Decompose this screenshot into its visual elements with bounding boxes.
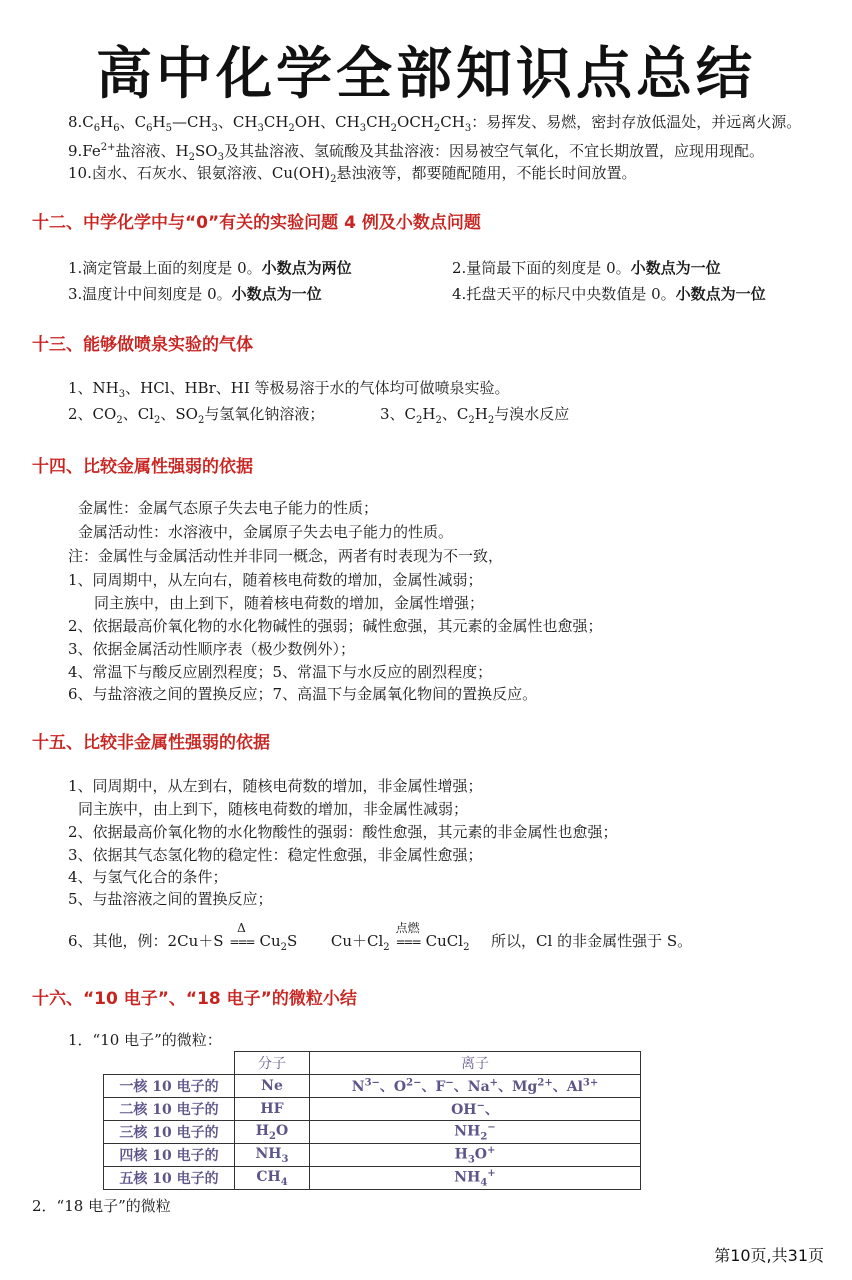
s12-item-3: 3.温度计中间刻度是 0。小数点为一位 — [68, 285, 322, 303]
section-12-heading: 十二、中学化学中与“0”有关的实验问题 4 例及小数点问题 — [32, 213, 481, 233]
ten-electron-table — [103, 1051, 641, 1190]
s14-line: 1、同周期中，从左向右，随着核电荷数的增加，金属性减弱； — [68, 571, 483, 589]
intro-line-8: $8.C_6H_6$、$C_6H_5—CH_3$、$CH_3CH_2OH$、$CH_3CH_2OCH_2CH_3$：易挥发、易燃，密封存放低温处，并远离火源。 — [68, 113, 802, 134]
s15-line: 4、与氢气化合的条件； — [68, 868, 228, 886]
col-header-molecule: 分子 — [235, 1052, 310, 1075]
s13-line-1: 1、$NH_3$、HCl、HBr、HI 等极易溶于水的气体均可做喷泉实验。 — [68, 379, 510, 400]
s14-line: 6、与盐溶液之间的置换反应；7、高温下与金属氧化物间的置换反应。 — [68, 685, 538, 703]
intro-line-9: $9.Fe^{2+}$盐溶液、$H_2SO_3$及其盐溶液、氢硫酸及其盐溶液：因易被空气氧化，不宜长期放置，应现用现配。 — [68, 142, 764, 163]
reaction-2-arrow: 点燃 === — [395, 921, 420, 949]
section-13-heading: 十三、能够做喷泉实验的气体 — [32, 335, 253, 355]
ion-cell-2: OH−、 — [310, 1098, 641, 1121]
s13-line-3: 3、$C_2H_2$、$C_2H_2$与溴水反应 — [380, 405, 570, 426]
s15-line: 3、依据其气态氢化物的稳定性：稳定性愈强，非金属性愈强； — [68, 846, 483, 864]
s14-line: 注：金属性与金属活动性并非同一概念，两者有时表现为不一致， — [68, 547, 504, 565]
s15-line-6-reactions: 6、其他，例：2Cu＋S Δ === $Cu_2S$ $Cu+Cl_2$ 点燃 === CuCl$_2$ 所以，Cl 的非金属性强于 S。 — [68, 921, 693, 953]
s14-line: 4、常温下与酸反应剧烈程度；5、常温下与水反应的剧烈程度； — [68, 663, 493, 681]
s12-item-2: 2.量筒最下面的刻度是 0。小数点为一位 — [452, 259, 721, 277]
table-row: 一核 10 电子的 Ne $N^{3-}$、$O^{2-}$、F−、Na+、$Mg^{2+}$、$Al^{3+}$ — [104, 1075, 641, 1098]
s14-line: 2、依据最高价氧化物的水化物碱性的强弱；碱性愈强，其元素的金属性也愈强； — [68, 617, 603, 635]
s13-line-2: 2、$CO_2$、$Cl_2$、$SO_2$与氢氧化钠溶液； — [68, 405, 325, 426]
s14-line: 同主族中，由上到下，随着核电荷数的增加，金属性增强； — [94, 594, 485, 612]
table-row: 四核 10 电子的 $NH_3$ $H_3O^+$ — [104, 1144, 641, 1167]
page-title: 高中化学全部知识点总结 — [96, 42, 756, 107]
reaction-1-arrow: Δ === — [229, 921, 254, 949]
s14-line: 金属性：金属气态原子失去电子能力的性质； — [78, 499, 379, 517]
s12-item-4: 4.托盘天平的标尺中央数值是 0。小数点为一位 — [452, 285, 766, 303]
s12-item-1: 1.滴定管最上面的刻度是 0。小数点为两位 — [68, 259, 352, 277]
s15-line: 同主族中，由上到下，随核电荷数的增加，非金属性减弱； — [78, 800, 469, 818]
table-row: 二核 10 电子的 HF OH−、 — [104, 1098, 641, 1121]
ion-cell-1: $N^{3-}$、$O^{2-}$、F−、Na+、$Mg^{2+}$、$Al^{3+}$ — [310, 1075, 641, 1098]
page-number: 第10页,共31页 — [714, 1246, 824, 1265]
intro-line-10: 10.卤水、石灰水、银氨溶液、$Cu(OH)_2$悬浊液等，都要随配随用，不能长时间放置。 — [68, 164, 637, 185]
s16-sub-2: 2．“18 电子”的微粒 — [32, 1197, 171, 1215]
s15-line: 5、与盐溶液之间的置换反应； — [68, 890, 273, 908]
section-15-heading: 十五、比较非金属性强弱的依据 — [32, 733, 270, 753]
section-16-heading: 十六、“10 电子”、“18 电子”的微粒小结 — [32, 989, 357, 1009]
s15-line: 1、同周期中，从左到右，随核电荷数的增加，非金属性增强； — [68, 777, 483, 795]
section-14-heading: 十四、比较金属性强弱的依据 — [32, 457, 253, 477]
s16-sub-1: 1．“10 电子”的微粒： — [68, 1031, 222, 1049]
col-header-ion: 离子 — [310, 1052, 641, 1075]
table-row: 三核 10 电子的 $H_2O$ $NH_2^-$ — [104, 1121, 641, 1144]
s14-line: 3、依据金属活动性顺序表（极少数例外）； — [68, 640, 356, 658]
s14-line: 金属活动性：水溶液中，金属原子失去电子能力的性质。 — [78, 523, 454, 541]
table-header-row — [104, 1052, 641, 1075]
s15-line: 2、依据最高价氧化物的水化物酸性的强弱：酸性愈强，其元素的非金属性也愈强； — [68, 823, 618, 841]
table-row: 五核 10 电子的 $CH_4$ $NH_4^+$ — [104, 1167, 641, 1190]
